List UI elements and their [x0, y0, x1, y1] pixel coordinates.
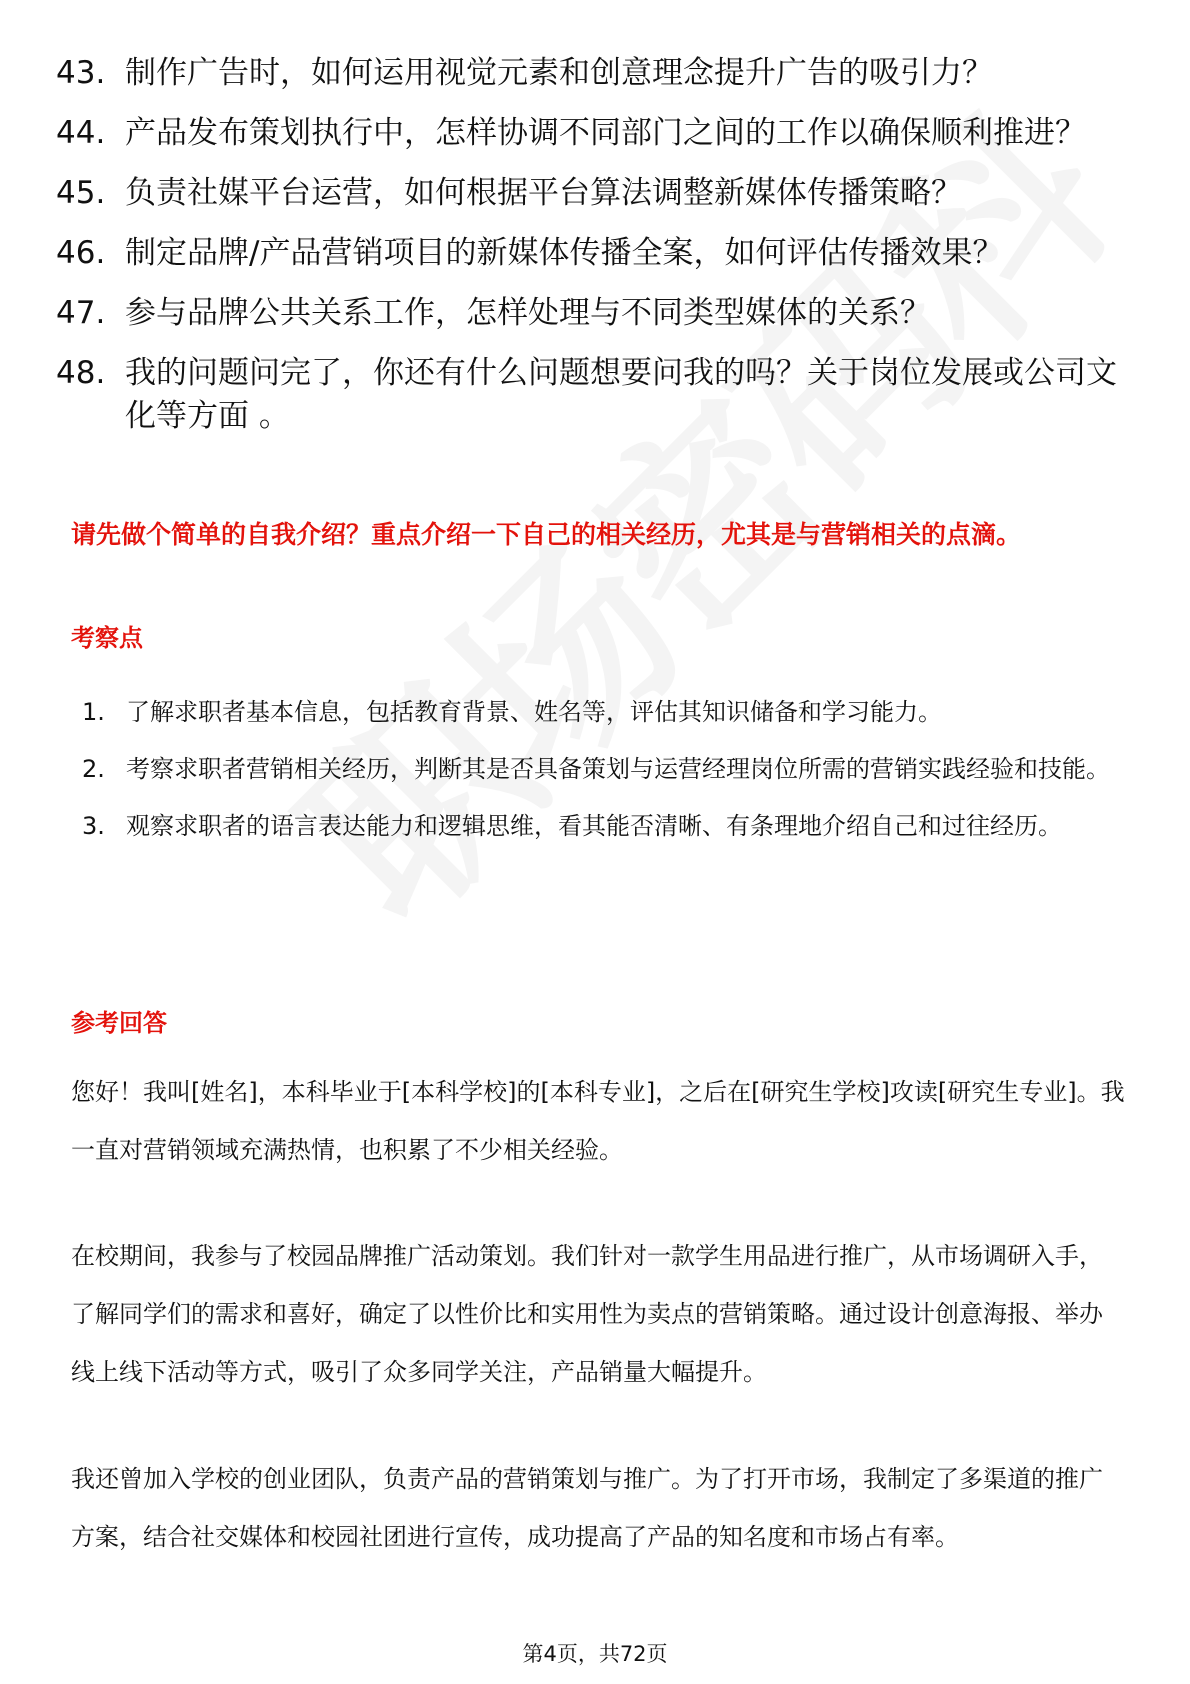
question-item	[56, 172, 1136, 215]
point-text: 观察求职者的语言表达能力和逻辑思维，看其能否清晰、有条理地介绍自己和过往经历。	[126, 812, 1062, 840]
section-title-cankao: 参考回答	[71, 1009, 167, 1037]
question-text: 产品发布策划执行中，怎样协调不同部门之间的工作以确保顺利推进？	[125, 115, 1086, 151]
question-item	[56, 352, 1136, 438]
question-text: 我的问题问完了，你还有什么问题想要问我的吗？关于岗位发展或公司文化等方面 。	[125, 355, 1117, 434]
question-text: 负责社媒平台运营，如何根据平台算法调整新媒体传播策略？	[125, 175, 962, 211]
question-number: 43.	[56, 55, 106, 91]
page-footer: 第4页，共72页	[522, 1642, 668, 1666]
question-text: 制定品牌/产品营销项目的新媒体传播全案，如何评估传播效果？	[125, 235, 1004, 271]
point-number: 2.	[82, 755, 105, 783]
answer-paragraph: 在校期间，我参与了校园品牌推广活动策划。我们针对一款学生用品进行推广，从市场调研入手，了解同学们的需求和喜好，确定了以性价比和实用性为卖点的营销策略。通过设计创意海报、举办线上线下活动等方式，吸引了众多同学关注，产品销量大幅提升。	[71, 1242, 1103, 1386]
assessment-point	[82, 741, 1132, 798]
question-number: 47.	[56, 295, 106, 331]
point-text: 考察求职者营销相关经历，判断其是否具备策划与运营经理岗位所需的营销实践经验和技能。	[126, 755, 1110, 783]
question-number: 44.	[56, 115, 106, 151]
question-number: 46.	[56, 235, 106, 271]
question-text: 参与品牌公共关系工作，怎样处理与不同类型媒体的关系？	[125, 295, 931, 331]
question-number: 48.	[56, 355, 106, 391]
answer-paragraph: 我还曾加入学校的创业团队，负责产品的营销策划与推广。为了打开市场，我制定了多渠道的推广方案，结合社交媒体和校园社团进行宣传，成功提高了产品的知名度和市场占有率。	[71, 1465, 1103, 1551]
point-number: 3.	[82, 812, 105, 840]
assessment-points-list	[82, 684, 1132, 855]
main-question-heading: 请先做个简单的自我介绍？重点介绍一下自己的相关经历，尤其是与营销相关的点滴。	[71, 520, 1022, 549]
question-item	[56, 292, 1136, 335]
question-item	[56, 52, 1136, 95]
answer-paragraph: 您好！我叫[姓名]，本科毕业于[本科学校]的[本科专业]，之后在[研究生学校]攻读[研究生专业]。我一直对营销领域充满热情，也积累了不少相关经验。	[71, 1078, 1125, 1164]
question-number: 45.	[56, 175, 106, 211]
point-text: 了解求职者基本信息，包括教育背景、姓名等，评估其知识储备和学习能力。	[126, 698, 942, 726]
question-item	[56, 232, 1136, 275]
assessment-point	[82, 684, 1132, 741]
section-title-kaochadian: 考察点	[71, 624, 143, 652]
question-list	[56, 52, 1136, 455]
question-text: 制作广告时，如何运用视觉元素和创意理念提升广告的吸引力？	[125, 55, 993, 91]
assessment-point	[82, 798, 1132, 855]
question-item	[56, 112, 1136, 155]
point-number: 1.	[82, 698, 105, 726]
